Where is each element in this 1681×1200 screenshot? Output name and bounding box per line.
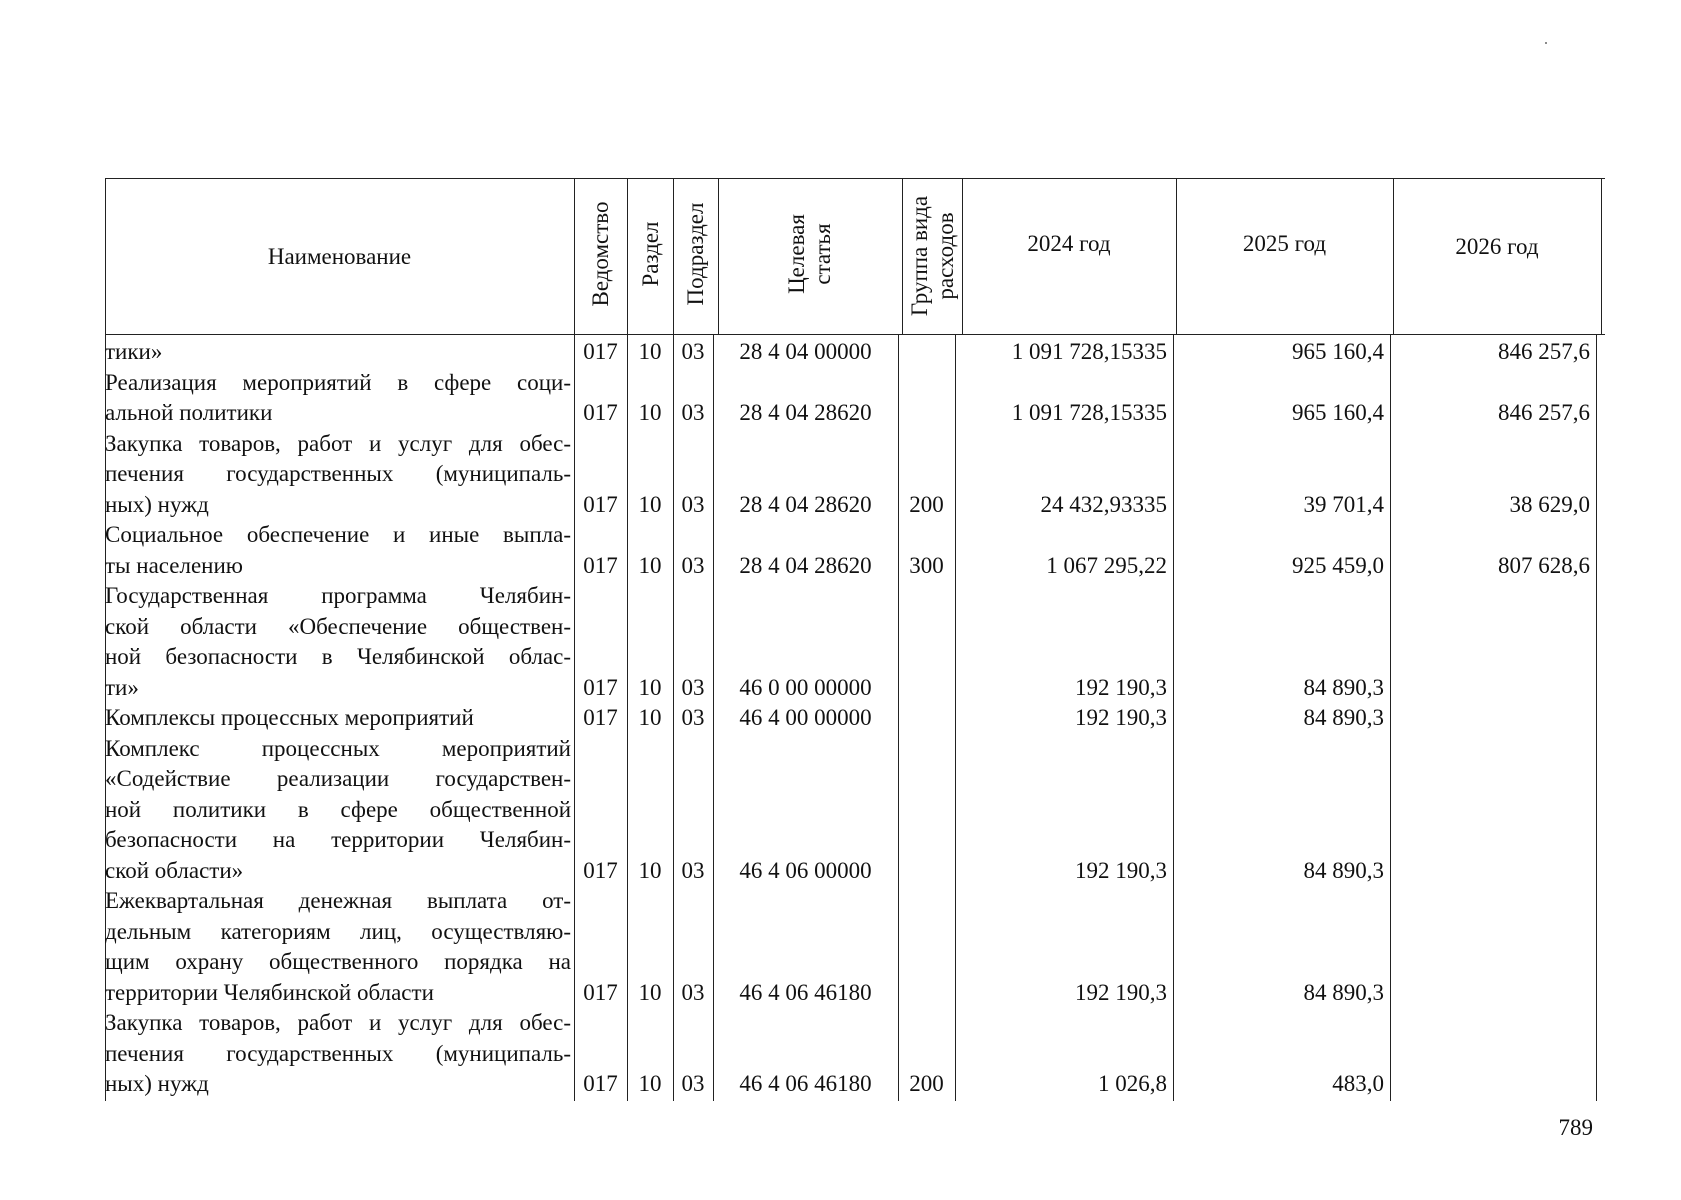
row-name <box>105 1008 571 1100</box>
row-name-line: дельным категориям лиц, осуществляю- <box>105 918 571 944</box>
cell-v2025: 965 160,4 <box>1292 339 1384 364</box>
header-2024: 2024 год <box>1027 231 1111 256</box>
cell-ved: 017 <box>583 857 618 883</box>
cell-razd: 10 <box>638 491 662 517</box>
cell-v2024: 1 067 295,22 <box>1046 552 1167 578</box>
cell-cs: 46 4 06 46180 <box>739 1071 872 1096</box>
row-name-line: «Содействие реализации государствен- <box>105 766 571 791</box>
row-name <box>105 703 571 734</box>
cell-ved: 017 <box>583 1071 618 1096</box>
cell-v2024: 24 432,93335 <box>1040 491 1167 517</box>
cell-v2024: 192 190,3 <box>1075 674 1167 700</box>
cell-v2025: 84 890,3 <box>1303 705 1384 730</box>
cell-ved: 017 <box>583 979 618 1005</box>
header-col-border <box>1601 178 1602 335</box>
cell-v2025: 483,0 <box>1332 1071 1384 1096</box>
cell-cs: 46 4 06 00000 <box>739 857 872 883</box>
row-name-line: Закупка товаров, работ и услуг для обес- <box>105 1010 571 1035</box>
header-celevaya-line2: статья <box>810 223 835 285</box>
cell-cs: 46 0 00 00000 <box>739 674 872 700</box>
header-celevaya-statya <box>784 214 836 294</box>
cell-ved: 017 <box>583 552 618 578</box>
cell-v2025: 84 890,3 <box>1303 674 1384 700</box>
row-name-line: Закупка товаров, работ и услуг для обес- <box>105 430 571 456</box>
row-name <box>105 520 571 581</box>
cell-podr: 03 <box>681 705 705 730</box>
row-name-line: ты населению <box>105 552 243 578</box>
row-name-line: Комплекс процессных мероприятий <box>105 735 571 761</box>
cell-podr: 03 <box>681 979 705 1005</box>
row-name-line: ных) нужд <box>105 1071 209 1096</box>
cell-v2026: 38 629,0 <box>1509 491 1590 517</box>
row-name <box>105 886 571 1008</box>
cell-v2024: 192 190,3 <box>1075 705 1167 730</box>
header-celevaya-line1: Целевая <box>784 214 809 294</box>
cell-razd: 10 <box>638 339 662 364</box>
row-name-line: Комплексы процессных мероприятий <box>105 705 474 730</box>
body-col-border <box>898 335 899 1101</box>
header-gruppa-line1: Группа вида <box>907 195 932 317</box>
cell-razd: 10 <box>638 705 662 730</box>
cell-podr: 03 <box>681 552 705 578</box>
cell-cs: 28 4 04 28620 <box>739 491 872 517</box>
cell-razd: 10 <box>638 674 662 700</box>
row-name <box>105 429 571 521</box>
cell-razd: 10 <box>638 979 662 1005</box>
body-col-border <box>1390 335 1391 1101</box>
header-bottom-border <box>105 334 1605 335</box>
cell-razd: 10 <box>638 552 662 578</box>
row-name-line: ных) нужд <box>105 491 209 517</box>
row-name-line: печения государственных (муниципаль- <box>105 461 571 486</box>
header-razdel: Раздел <box>638 221 663 287</box>
cell-cs: 28 4 04 00000 <box>739 339 872 364</box>
cell-v2025: 84 890,3 <box>1303 979 1384 1005</box>
row-name-line: тики» <box>105 339 163 364</box>
row-name-line: безопасности на территории Челябин- <box>105 827 571 852</box>
row-name-line: ной политики в сфере общественной <box>105 796 571 822</box>
cell-razd: 10 <box>638 400 662 425</box>
cell-v2024: 1 091 728,15335 <box>1011 400 1167 425</box>
cell-cs: 28 4 04 28620 <box>739 400 872 425</box>
cell-razd: 10 <box>638 857 662 883</box>
row-name-line: ской области «Обеспечение обществен- <box>105 613 571 639</box>
cell-v2024: 192 190,3 <box>1075 857 1167 883</box>
row-name <box>105 368 571 429</box>
cell-cs: 28 4 04 28620 <box>739 552 872 578</box>
cell-v2026: 807 628,6 <box>1498 552 1590 578</box>
row-name <box>105 337 571 368</box>
row-name-line: ти» <box>105 674 139 700</box>
cell-ved: 017 <box>583 339 618 364</box>
row-name <box>105 581 571 703</box>
cell-v2026: 846 257,6 <box>1498 339 1590 364</box>
cell-podr: 03 <box>681 400 705 425</box>
header-gruppa-line2: расходов <box>933 212 958 300</box>
header-col-border <box>627 178 628 335</box>
cell-podr: 03 <box>681 674 705 700</box>
cell-v2024: 192 190,3 <box>1075 979 1167 1005</box>
header-col-border <box>902 178 903 335</box>
cell-gvr: 200 <box>909 1071 944 1096</box>
header-col-border <box>718 178 719 335</box>
row-name-line: ной безопасности в Челябинской облас- <box>105 644 571 669</box>
cell-gvr: 200 <box>909 491 944 517</box>
header-2025: 2025 год <box>1242 231 1327 256</box>
header-name: Наименование <box>267 244 412 269</box>
header-col-border <box>574 178 575 335</box>
cell-v2025: 39 701,4 <box>1303 491 1384 517</box>
row-name-line: Государственная программа Челябин- <box>105 583 571 608</box>
header-vedomstvo: Ведомство <box>588 201 613 307</box>
cell-ved: 017 <box>583 705 618 730</box>
row-name-line: Реализация мероприятий в сфере соци- <box>105 369 571 395</box>
row-name-line: печения государственных (муниципаль- <box>105 1040 571 1066</box>
row-name-line: территории Челябинской области <box>105 979 434 1005</box>
cell-podr: 03 <box>681 339 705 364</box>
header-top-border <box>105 178 1605 179</box>
cell-v2026: 846 257,6 <box>1498 400 1590 425</box>
scan-speck <box>1545 42 1547 44</box>
cell-v2024: 1 026,8 <box>1098 1071 1167 1096</box>
cell-cs: 46 4 06 46180 <box>739 979 872 1005</box>
cell-podr: 03 <box>681 857 705 883</box>
row-name-line: ской области» <box>105 857 244 883</box>
body-col-border <box>1596 335 1597 1101</box>
cell-ved: 017 <box>583 491 618 517</box>
cell-v2025: 965 160,4 <box>1292 400 1384 425</box>
row-name-line: Социальное обеспечение и иные выпла- <box>105 522 571 547</box>
header-podrazdel: Подраздел <box>683 202 708 306</box>
cell-v2025: 84 890,3 <box>1303 857 1384 883</box>
cell-v2025: 925 459,0 <box>1292 552 1384 578</box>
cell-razd: 10 <box>638 1071 662 1096</box>
row-name-line: Ежеквартальная денежная выплата от- <box>105 888 571 913</box>
cell-podr: 03 <box>681 491 705 517</box>
cell-gvr: 300 <box>909 552 944 578</box>
row-name-line: щим охрану общественного порядка на <box>105 949 571 974</box>
cell-cs: 46 4 00 00000 <box>739 705 872 730</box>
header-col-border <box>673 178 674 335</box>
cell-ved: 017 <box>583 674 618 700</box>
page-number: 789 <box>1558 1115 1593 1140</box>
row-name-line: альной политики <box>105 400 273 425</box>
cell-podr: 03 <box>681 1071 705 1096</box>
header-gruppa-vida-rashodov <box>907 196 959 316</box>
cell-v2024: 1 091 728,15335 <box>1011 339 1167 364</box>
header-2026: 2026 год <box>1455 234 1539 259</box>
cell-ved: 017 <box>583 400 618 425</box>
row-name <box>105 734 571 887</box>
